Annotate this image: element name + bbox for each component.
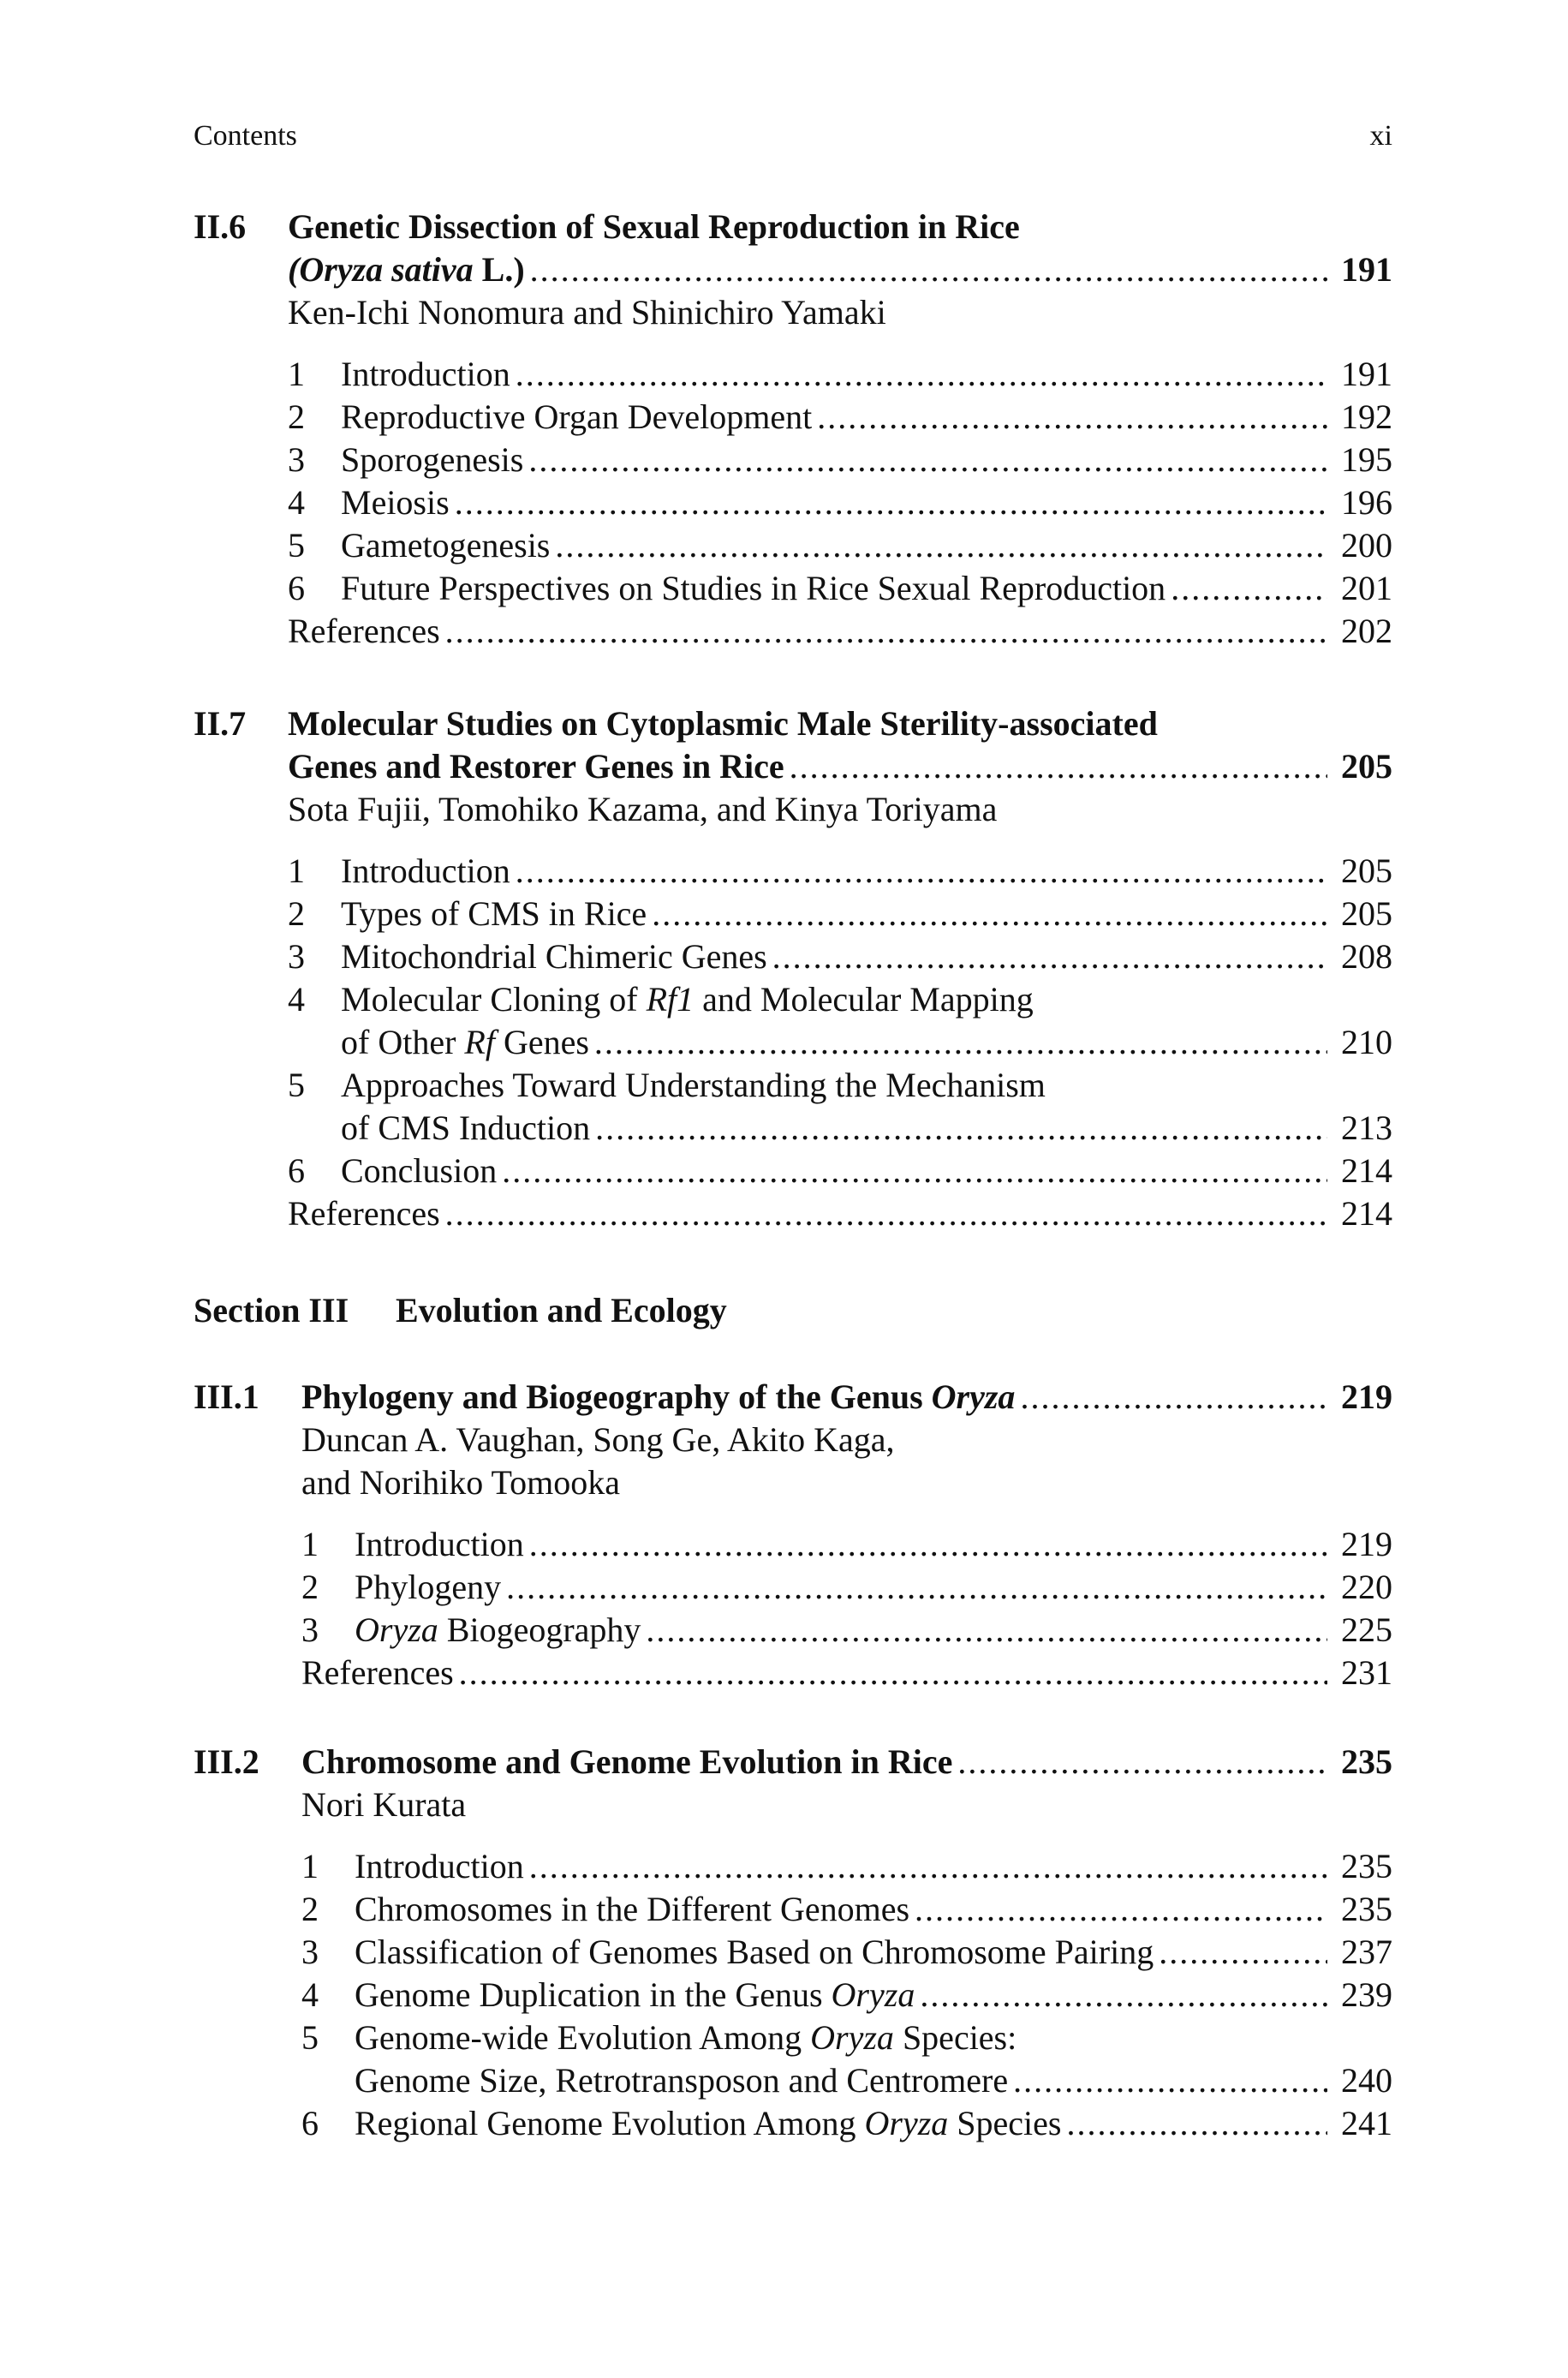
toc-entry-continued[interactable]: Genome Size, Retrotransposon and Centromere ..... 240 bbox=[301, 2059, 1392, 2102]
chapter-authors: Duncan A. Vaughan, Song Ge, Akito Kaga, bbox=[301, 1420, 895, 1459]
dot-leader bbox=[790, 745, 1327, 788]
chapter-title-line[interactable]: Chromosome and Genome Evolution in Rice ..... 235 bbox=[301, 1741, 1392, 1784]
toc-entry[interactable]: 6 Regional Genome Evolution Among Oryza Species ..... 241 bbox=[301, 2102, 1392, 2145]
toc-entry[interactable]: 4 Molecular Cloning of Rf1 and Molecular Mapping bbox=[288, 980, 1034, 1019]
toc-entry[interactable]: 5 Genome-wide Evolution Among Oryza Species: bbox=[301, 2018, 1017, 2057]
dot-leader bbox=[1020, 1376, 1327, 1419]
chapter-title-line[interactable]: (Oryza sativa L.) ..... 191 bbox=[288, 248, 1392, 291]
toc-entry[interactable]: 4 Genome Duplication in the Genus Oryza ..... 239 bbox=[301, 1974, 1392, 2017]
section-list bbox=[301, 1845, 1392, 2145]
toc-entry-continued[interactable]: of CMS Induction ..... 213 bbox=[288, 1107, 1392, 1150]
toc-entry[interactable]: 3 Sporogenesis ..... 195 bbox=[288, 439, 1392, 481]
toc-entry[interactable]: 3 Classification of Genomes Based on Chromosome Pairing ..... 237 bbox=[301, 1931, 1392, 1974]
chapter-authors: and Norihiko Tomooka bbox=[301, 1463, 620, 1502]
chapter-title-line[interactable]: Genes and Restorer Genes in Rice ..... 205 bbox=[288, 745, 1392, 788]
toc-entry[interactable]: 5 Approaches Toward Understanding the Mechanism bbox=[288, 1066, 1046, 1104]
chapter-number: II.6 bbox=[194, 207, 247, 246]
chapter-number: III.2 bbox=[194, 1742, 259, 1781]
section-list bbox=[288, 850, 1392, 1235]
chapter-title[interactable]: Molecular Studies on Cytoplasmic Male Sterility-associated bbox=[288, 704, 1158, 743]
chapter-number: II.7 bbox=[194, 704, 247, 743]
chapter-page: 235 bbox=[1341, 1742, 1392, 1781]
chapter-authors: Nori Kurata bbox=[301, 1785, 467, 1824]
section-list bbox=[288, 353, 1392, 653]
toc-entry[interactable]: 1 Introduction ..... 205 bbox=[288, 850, 1392, 893]
section-list bbox=[301, 1523, 1392, 1694]
chapter-page: 219 bbox=[1341, 1377, 1392, 1416]
section-label: Section III bbox=[194, 1291, 349, 1329]
toc-entry[interactable]: 1 Introduction ..... 191 bbox=[288, 353, 1392, 396]
toc-entry[interactable]: 2 Reproductive Organ Development ..... 192 bbox=[288, 396, 1392, 439]
toc-entry[interactable]: 1 Introduction ..... 235 bbox=[301, 1845, 1392, 1888]
running-head: Contents bbox=[194, 120, 297, 152]
toc-references[interactable]: References ..... 202 bbox=[288, 610, 1392, 653]
chapter-page: 205 bbox=[1341, 747, 1392, 786]
dot-leader bbox=[530, 248, 1327, 291]
title-italic: (Oryza sativa bbox=[288, 250, 474, 289]
toc-entry[interactable]: 2 Types of CMS in Rice ..... 205 bbox=[288, 893, 1392, 935]
chapter-number: III.1 bbox=[194, 1377, 259, 1416]
toc-entry[interactable]: 2 Phylogeny ..... 220 bbox=[301, 1566, 1392, 1609]
toc-references[interactable]: References ..... 214 bbox=[288, 1192, 1392, 1235]
section-title: Evolution and Ecology bbox=[396, 1291, 727, 1329]
chapter-page: 191 bbox=[1341, 250, 1392, 289]
chapter-title-line[interactable]: Phylogeny and Biogeography of the Genus Oryza ..... 219 bbox=[301, 1376, 1392, 1419]
chapter-title[interactable]: Genetic Dissection of Sexual Reproduction in Rice bbox=[288, 207, 1020, 246]
toc-entry[interactable]: 1 Introduction ..... 219 bbox=[301, 1523, 1392, 1566]
toc-entry[interactable]: 4 Meiosis ..... 196 bbox=[288, 481, 1392, 524]
dot-leader bbox=[957, 1741, 1327, 1784]
section-heading bbox=[194, 1290, 727, 1330]
toc-entry[interactable]: 3 Mitochondrial Chimeric Genes ..... 208 bbox=[288, 935, 1392, 978]
toc-entry-continued[interactable]: of Other Rf Genes ..... 210 bbox=[288, 1021, 1392, 1064]
chapter-authors: Ken-Ichi Nonomura and Shinichiro Yamaki bbox=[288, 293, 886, 332]
toc-entry[interactable]: 6 Future Perspectives on Studies in Rice Sexual Reproduction ..... 201 bbox=[288, 567, 1392, 610]
chapter-authors: Sota Fujii, Tomohiko Kazama, and Kinya Toriyama bbox=[288, 790, 998, 828]
toc-entry[interactable]: 2 Chromosomes in the Different Genomes ..... 235 bbox=[301, 1888, 1392, 1931]
toc-references[interactable]: References ..... 231 bbox=[301, 1652, 1392, 1694]
toc-entry[interactable]: 6 Conclusion ..... 214 bbox=[288, 1150, 1392, 1192]
page-number: xi bbox=[1369, 120, 1392, 152]
toc-entry[interactable]: 3 Oryza Biogeography ..... 225 bbox=[301, 1609, 1392, 1652]
toc-entry[interactable]: 5 Gametogenesis ..... 200 bbox=[288, 524, 1392, 567]
